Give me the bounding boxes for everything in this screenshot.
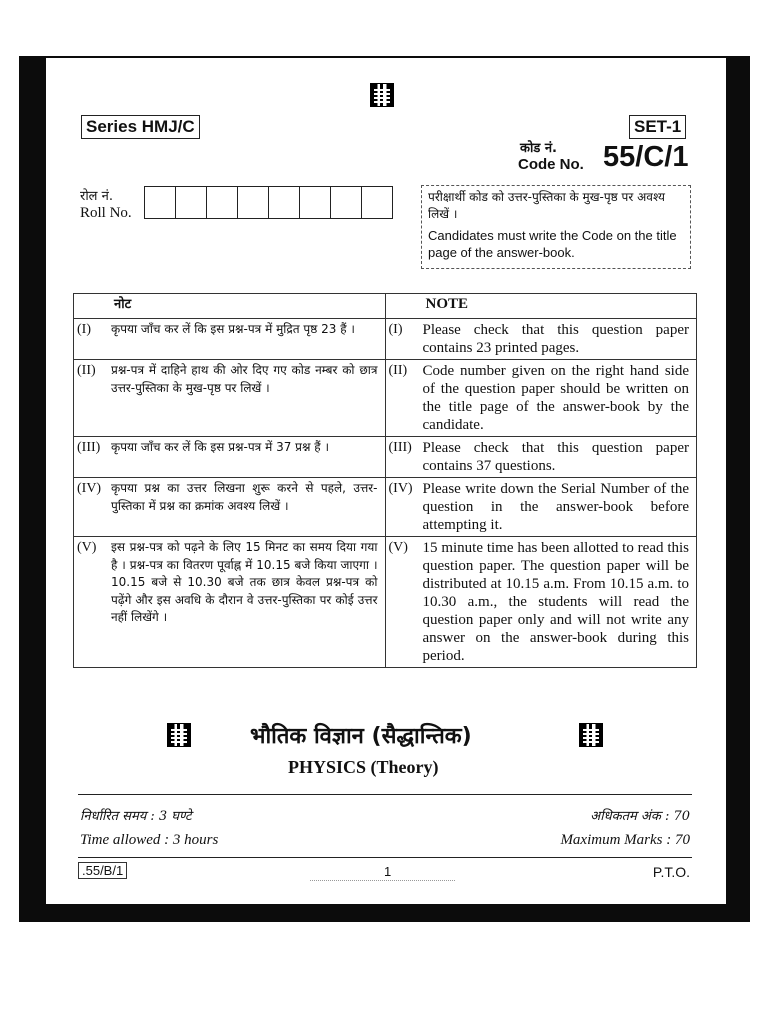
roll-number-boxes[interactable] (145, 186, 393, 219)
table-row (74, 537, 697, 668)
note-number: (I) (77, 322, 91, 337)
roll-label-english: Roll No. (80, 205, 132, 221)
roll-cell[interactable] (268, 186, 300, 219)
notes-header-english: NOTE (385, 294, 697, 319)
note-number: (V) (77, 540, 97, 555)
candidate-instruction-english: Candidates must write the Code on the title page of the answer-book. (428, 228, 677, 260)
note-text-english: Please write down the Serial Number of the question in the answer-book before attempting it. (422, 481, 689, 533)
divider (78, 794, 692, 795)
subject-title-english: PHYSICS (Theory) (288, 757, 439, 777)
note-text-hindi: कृपया प्रश्न का उत्तर लिखना शुरू करने से पहले, उत्तर-पुस्तिका में प्रश्न का क्रमांक अवश्य लिखें । (111, 481, 378, 513)
note-text-hindi: इस प्रश्न-पत्र को पढ़ने के लिए 15 मिनट का समय दिया गया है । प्रश्न-पत्र का वितरण पूर्वाह्न में 10.15 बजे किया जाएगा । 10.15 बजे से 10.30 बजे तक छात्र केवल प्रश्न-पत्र को पढ़ेंगे और इस अवधि के दौरान वे उत्तर-पुस्तिका पर कोई उत्तर नहीं लिखेंगे । (111, 540, 378, 624)
subject-title-hindi: भौतिक विज्ञान (सैद्धान्तिक) (250, 724, 472, 749)
notes-header-hindi: नोट (74, 294, 386, 319)
candidate-instruction-hindi: परीक्षार्थी कोड को उत्तर-पुस्तिका के मुख-पृष्ठ पर अवश्य लिखें । (428, 190, 665, 221)
note-text-english: Please check that this question paper contains 23 printed pages. (422, 322, 689, 356)
note-number: (II) (77, 363, 96, 378)
note-number: (II) (388, 363, 408, 378)
qr-code-icon (168, 724, 190, 746)
maximum-marks-hindi: अधिकतम अंक : 70 (590, 809, 690, 824)
roll-cell[interactable] (237, 186, 269, 219)
code-number: 55/C/1 (603, 141, 689, 173)
note-number: (V) (388, 540, 408, 555)
note-number: (IV) (77, 481, 102, 496)
page-number: 1 (384, 864, 392, 879)
note-text-hindi: कृपया जाँच कर लें कि इस प्रश्न-पत्र में 37 प्रश्न हैं । (111, 440, 330, 454)
roll-cell[interactable] (330, 186, 362, 219)
footer-paper-code: .55/B/1 (78, 862, 127, 879)
roll-cell[interactable] (144, 186, 176, 219)
roll-cell[interactable] (206, 186, 238, 219)
note-number: (III) (388, 440, 412, 455)
note-number: (I) (388, 322, 403, 337)
note-number: (IV) (388, 481, 413, 496)
table-row (74, 478, 697, 537)
note-number: (III) (77, 440, 101, 455)
set-label: SET-1 (629, 115, 686, 139)
maximum-marks-english: Maximum Marks : 70 (560, 832, 690, 848)
code-label-hindi: कोड नं. (520, 141, 557, 156)
table-row (74, 437, 697, 478)
candidate-instruction-box (421, 185, 691, 269)
table-row (74, 319, 697, 360)
table-row (74, 360, 697, 437)
note-text-english: Please check that this question paper contains 37 questions. (422, 440, 689, 474)
footer-dotted-line (310, 880, 455, 881)
time-allowed-hindi: निर्धारित समय : 3 घण्टे (80, 809, 192, 824)
please-turn-over: P.T.O. (652, 864, 690, 880)
qr-code-icon (371, 84, 393, 106)
divider (78, 857, 692, 858)
qr-code-icon (580, 724, 602, 746)
roll-cell[interactable] (361, 186, 393, 219)
roll-cell[interactable] (299, 186, 331, 219)
series-label: Series HMJ/C (81, 115, 200, 139)
code-label-english: Code No. (518, 156, 584, 173)
time-allowed-english: Time allowed : 3 hours (80, 832, 219, 848)
notes-header-row (74, 294, 697, 319)
notes-table (73, 293, 697, 668)
note-text-english: Code number given on the right hand side of the question paper should be written on the title page of the answer-book by the candidate. (422, 363, 689, 433)
note-text-hindi: कृपया जाँच कर लें कि इस प्रश्न-पत्र में मुद्रित पृष्ठ 23 हैं । (111, 322, 355, 336)
note-text-english: 15 minute time has been allotted to read this question paper. The question paper will be distributed at 10.15 a.m. From 10.15 a.m. to 10.30 a.m., the students will read the question paper only and will not write any answer on the answer-book during this period. (422, 540, 689, 664)
roll-cell[interactable] (175, 186, 207, 219)
roll-label-hindi: रोल नं. (80, 189, 113, 204)
note-text-hindi: प्रश्न-पत्र में दाहिने हाथ की ओर दिए गए कोड नम्बर को छात्र उत्तर-पुस्तिका के मुख-पृष्ठ पर लिखें । (111, 363, 378, 395)
